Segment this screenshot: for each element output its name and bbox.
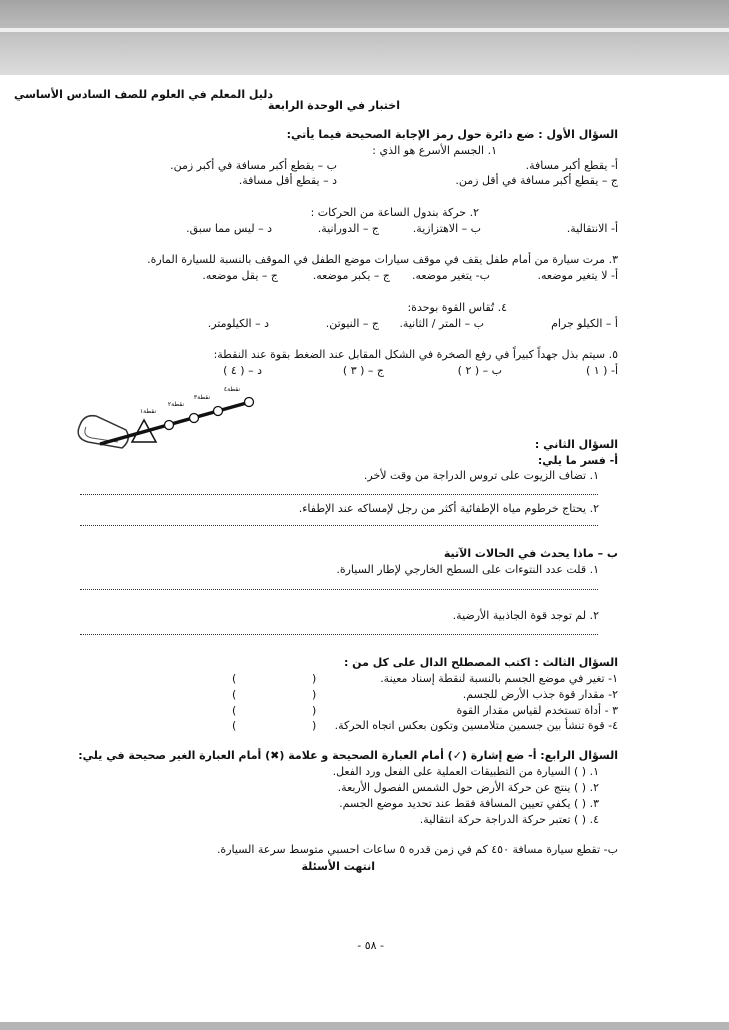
answer-paren-close: ): [312, 704, 317, 717]
q4-title: السؤال الرابع: أ- ضع إشارة (✓) أمام العبارة الصحيحة و علامة (✖) أمام العبارة الغير صحيحة في يلي:: [78, 749, 618, 762]
q1-item4-a: أ – الكيلو جرام: [551, 317, 618, 330]
q1-item5-c: ج – ( ٣ ): [342, 364, 384, 377]
q1-item2-c: ج – الدورانية.: [317, 222, 379, 235]
q2-a-item2: ٢. يحتاج خرطوم مياه الإطفائية أكثر من رجل لإمساكه عند الإطفاء.: [298, 502, 599, 515]
q1-item5-b: ب – ( ٢ ): [457, 364, 502, 377]
label-point-1: نقطة١: [139, 408, 156, 415]
q4-item4: ٤. ( ) تعتبر حركة الدراجة حركة انتقالية.: [419, 813, 599, 826]
answer-paren-open: (: [232, 688, 237, 701]
q1-item1-b: ب – يقطع أكبر مسافة في أكبر زمن.: [170, 159, 337, 172]
q1-item4-d: د – الكيلومتر.: [207, 317, 269, 330]
q1-item2-a: أ- الانتقالية.: [566, 222, 618, 235]
q1-item4-b: ب – المتر / الثانية.: [399, 317, 484, 330]
q1-item5-d: د – ( ٤ ): [223, 364, 262, 377]
answer-paren-close: ): [312, 672, 317, 685]
q2-part-b: ب – ماذا يحدث في الحالات الآتية: [443, 547, 618, 560]
point-3-marker: [214, 407, 223, 416]
label-point-4: نقطة٤: [223, 386, 240, 393]
exam-title: اختبار في الوحدة الرابعة: [267, 99, 400, 112]
answer-paren-close: ): [312, 719, 317, 732]
q1-item2-stem: ٢. حركة بندول الساعة من الحركات :: [310, 206, 479, 219]
q1-item1-c: ج – يقطع أكبر مسافة في أقل زمن.: [455, 174, 618, 187]
label-point-2: نقطة٢: [167, 401, 184, 408]
q1-item3-d: ج – يقل موضعه.: [202, 269, 278, 282]
q1-item3-c: ج – يكبر موضعه.: [312, 269, 390, 282]
header-stripe: [0, 28, 729, 32]
end-of-questions: انتهت الأسئلة: [301, 860, 375, 873]
q1-item1-a: أ- يقطع أكبر مسافة.: [525, 159, 618, 172]
page-number: - ٥٨ -: [357, 939, 384, 952]
q1-item4-stem: ٤. تُقاس القوة بوحدة:: [407, 301, 507, 314]
q2-b-item2: ٢. لم توجد قوة الجاذبية الأرضية.: [452, 609, 599, 622]
lever-figure: [70, 380, 270, 460]
answer-paren-close: ): [312, 688, 317, 701]
q2-part-a: أ- فسر ما يلي:: [537, 454, 618, 467]
point-1-marker: [165, 421, 174, 430]
answer-line: [80, 494, 598, 495]
q1-item3-stem: ٣. مرت سيارة من أمام طفل يقف في موقف سيارات موضع الطفل في الموقف بالنسبة للسيارة المارة.: [147, 253, 618, 266]
q3-item2: ٢- مقدار قوة جذب الأرض للجسم.: [462, 688, 618, 701]
q3-item4: ٤- قوة تنشأ بين جسمين متلامسين وتكون بعكس اتجاه الحركة.: [334, 719, 618, 732]
lever-bar: [100, 402, 250, 444]
q4-item3: ٣. ( ) يكفي تعيين المسافة فقط عند تحديد موضع الجسم.: [339, 797, 599, 810]
q3-item3: ٣ - أداة تستخدم لقياس مقدار القوة: [456, 704, 618, 717]
q2-b-item1: ١. قلت عدد النتوءات على السطح الخارجي لإطار السيارة.: [336, 563, 599, 576]
q1-item4-c: ج – النيوتن.: [325, 317, 379, 330]
point-4-marker: [245, 398, 254, 407]
q4-item1: ١. ( ) السيارة من التطبيقات العملية على الفعل ورد الفعل.: [332, 765, 599, 778]
q1-item5-a: أ- ( ١ ): [585, 364, 618, 377]
q3-title: السؤال الثالث : اكتب المصطلح الدال على كل من :: [343, 656, 618, 669]
label-point-3: نقطة٣: [193, 394, 210, 401]
answer-line: [80, 634, 598, 635]
answer-line: [80, 525, 598, 526]
book-title: دليل المعلم في العلوم للصف السادس الأساسي: [13, 88, 273, 101]
q1-item1-d: د – يقطع أقل مسافة.: [238, 174, 337, 187]
q1-item2-b: ب – الاهتزازية.: [412, 222, 481, 235]
q3-item1: ١- تغير في موضع الجسم بالنسبة لنقطة إسناد معينة.: [380, 672, 618, 685]
q2-title: السؤال الثاني :: [534, 438, 618, 451]
answer-paren-open: (: [232, 704, 237, 717]
q4-item2: ٢. ( ) ينتج عن حركة الأرض حول الشمس الفصول الأربعة.: [337, 781, 599, 794]
q2-a-item1: ١. تضاف الزيوت على تروس الدراجة من وقت لأخر.: [363, 469, 599, 482]
header-band: [0, 0, 729, 75]
point-2-marker: [190, 414, 199, 423]
q1-item5-stem: ٥. سيتم بذل جهداً كبيراً في رفع الصخرة في الشكل المقابل عند الضغط بقوة عند النقطة:: [213, 348, 618, 361]
q1-item3-a: أ- لا يتغير موضعه.: [537, 269, 618, 282]
q1-item2-d: د – ليس مما سبق.: [186, 222, 272, 235]
q1-item3-b: ب- يتغير موضعه.: [411, 269, 490, 282]
answer-paren-open: (: [232, 672, 237, 685]
q4-part-b: ب- تقطع سيارة مسافة ٤٥٠ كم في زمن قدره ٥ ساعات احسبي متوسط سرعة السيارة.: [216, 843, 618, 856]
answer-line: [80, 589, 598, 590]
q1-title: السؤال الأول : ضع دائرة حول رمز الإجابة الصحيحة فيما يأتي:: [286, 128, 618, 141]
footer-band: [0, 1022, 729, 1030]
q1-item1-stem: ١. الجسم الأسرع هو الذي :: [372, 144, 497, 157]
answer-paren-open: (: [232, 719, 237, 732]
